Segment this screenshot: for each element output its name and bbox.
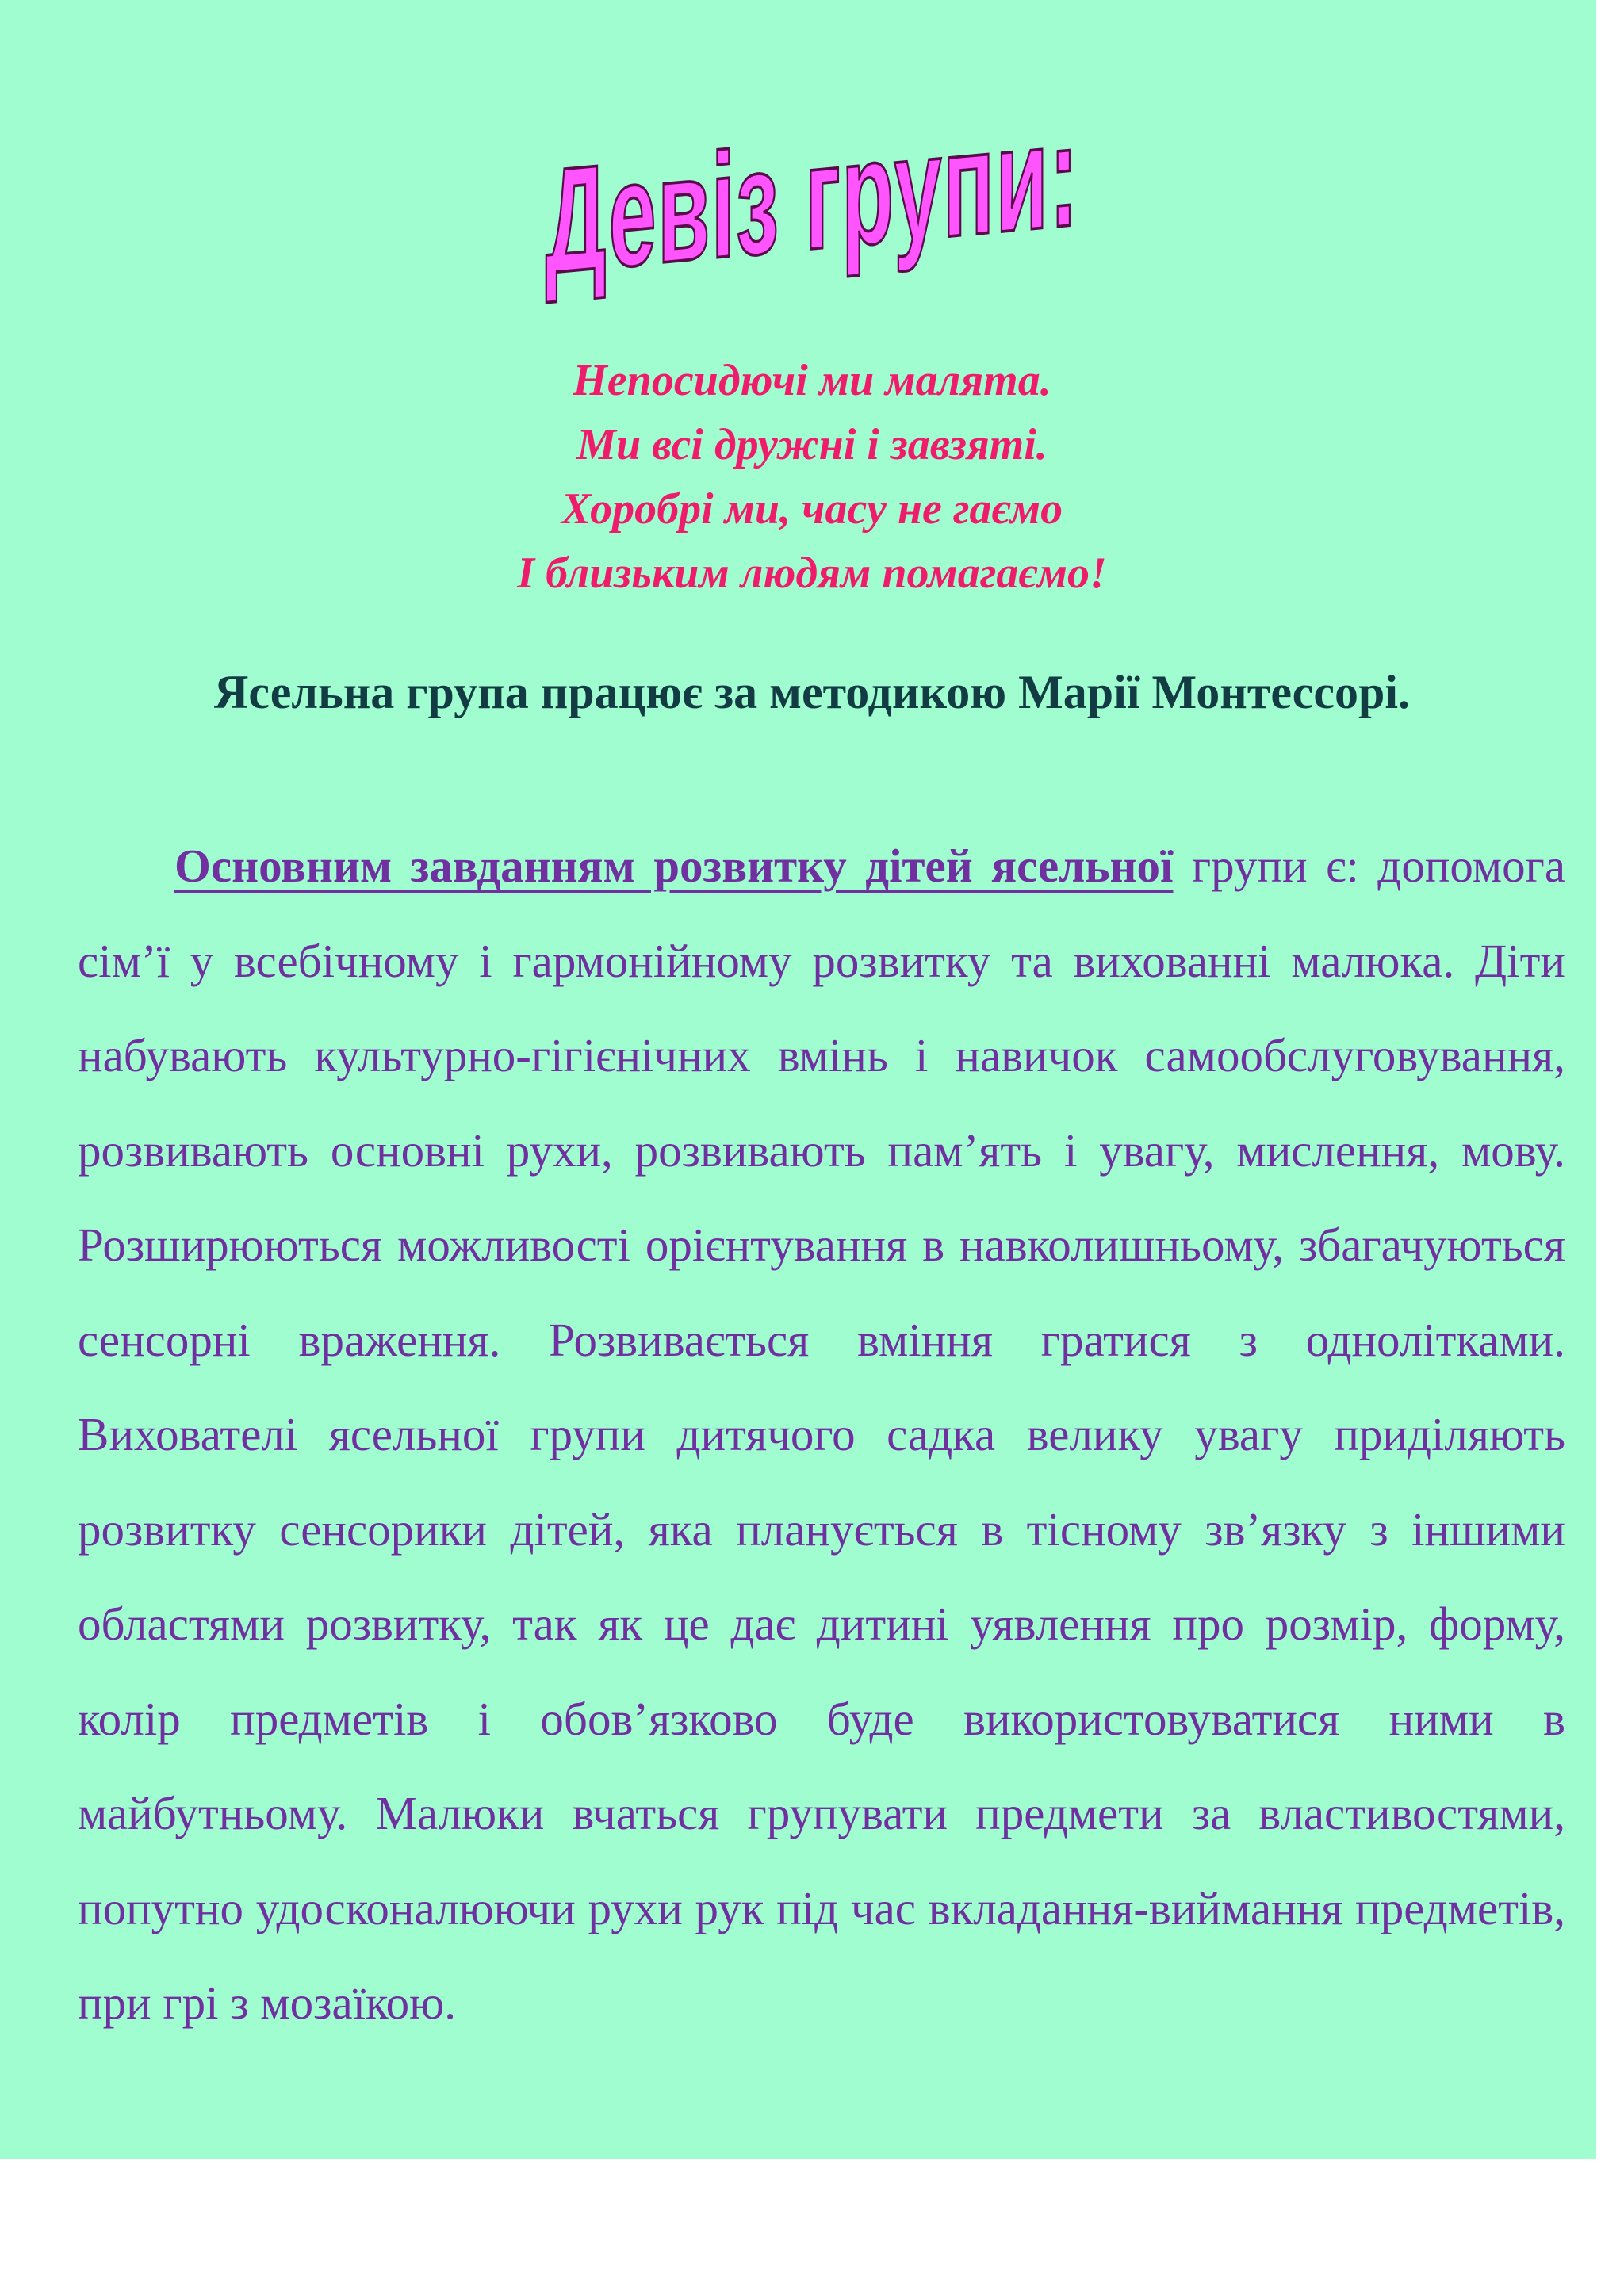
body-paragraph (78, 819, 1565, 2051)
page-title: Девіз групи: (545, 90, 1079, 305)
body-lead-phrase: Основним завданням розвитку дітей ясельної (174, 840, 1174, 892)
motto-line: Ми всі дружні і завзяті. (576, 420, 1048, 469)
body-text: групи є: допомога сім’ї у всебічному і гармонійному розвитку та вихованні малюка. Діти набувають культурно-гігієнічних вмінь і навичок самообслуговування, розвивають основні рухи, розвивають пам’ять і увагу, мислення, мову. Розширюються можливості орієнтування в навколишньому, збагачуються сенсорні враження. Розвивається вміння гратися з однолітками. Вихователі ясельної групи дитячого садка велику увагу приділяють розвитку сенсорики дітей, яка планується в тісному зв’язку з іншими областями розвитку, так як це дає дитині уявлення про розмір, форму, колір предметів і обов’язково буде використовуватися ними в майбутньому. Малюки вчаться групувати предмети за властивостями, попутно удосконалюючи рухи рук під час вкладання-виймання предметів, при грі з мозаїкою. (78, 840, 1566, 2029)
motto-line: Хоробрі ми, часу не гаємо (561, 484, 1063, 534)
method-heading: Ясельна група працює за методикою Марії Монтессорі. (214, 666, 1410, 718)
motto-line: Непосидючі ми малята. (573, 356, 1051, 405)
motto-block (0, 349, 1624, 606)
title-container (0, 90, 1624, 305)
motto-line: І близьким людям помагаємо! (517, 549, 1107, 598)
